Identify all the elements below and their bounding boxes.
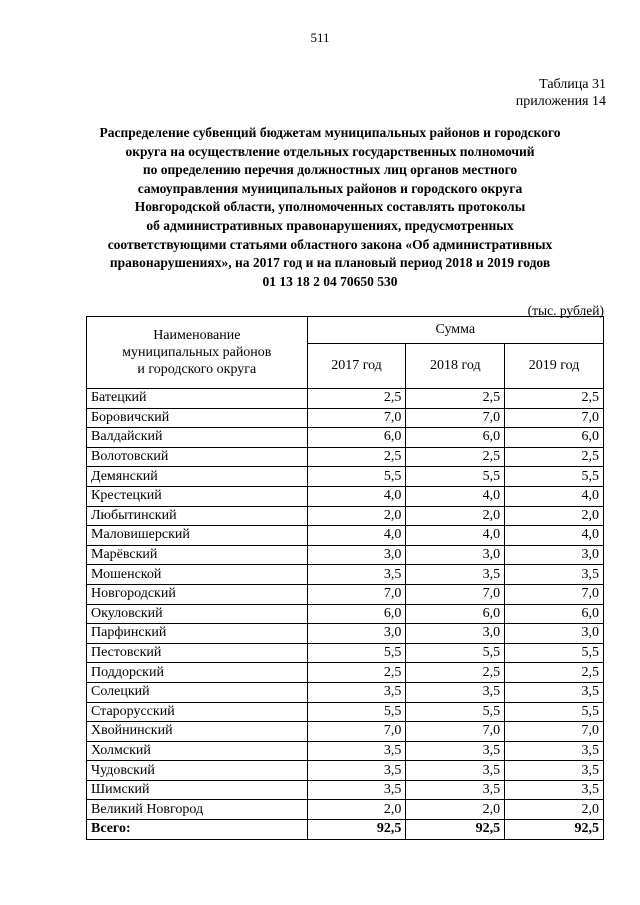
district-name: Старорусский — [87, 702, 308, 722]
value-cell: 7,0 — [406, 722, 505, 742]
value-cell: 5,5 — [307, 467, 406, 487]
table-total-row — [87, 820, 604, 840]
header-sum: Сумма — [307, 317, 603, 344]
value-cell: 7,0 — [307, 722, 406, 742]
value-cell: 7,0 — [406, 584, 505, 604]
district-name: Холмский — [87, 741, 308, 761]
district-name: Волотовский — [87, 447, 308, 467]
value-cell: 2,0 — [406, 800, 505, 820]
value-cell: 3,5 — [406, 780, 505, 800]
value-cell: 6,0 — [505, 604, 604, 624]
table-row — [87, 604, 604, 624]
value-cell: 4,0 — [406, 526, 505, 546]
value-cell: 7,0 — [307, 408, 406, 428]
value-cell: 3,5 — [505, 761, 604, 781]
value-cell: 7,0 — [406, 408, 505, 428]
district-name: Марёвский — [87, 545, 308, 565]
table-reference — [516, 76, 606, 110]
value-cell: 5,5 — [406, 643, 505, 663]
title-line: правонарушениях», на 2017 год и на плановый период 2018 и 2019 годов — [109, 255, 551, 271]
value-cell: 4,0 — [406, 486, 505, 506]
table-ref-line-1: Таблица 31 — [539, 77, 606, 92]
value-cell: 5,5 — [406, 467, 505, 487]
value-cell: 4,0 — [307, 526, 406, 546]
header-year: 2017 год — [307, 344, 406, 389]
document-title — [60, 124, 600, 291]
header-name-line: и городского округа — [137, 362, 257, 377]
value-cell: 3,5 — [505, 682, 604, 702]
value-cell: 2,5 — [307, 447, 406, 467]
table-row — [87, 565, 604, 585]
value-cell: 5,5 — [406, 702, 505, 722]
value-cell: 3,5 — [307, 565, 406, 585]
district-name: Поддорский — [87, 663, 308, 683]
district-name: Валдайский — [87, 428, 308, 448]
value-cell: 6,0 — [505, 428, 604, 448]
value-cell: 2,5 — [505, 663, 604, 683]
table-ref-line-2: приложения 14 — [515, 94, 606, 109]
district-name: Любытинский — [87, 506, 308, 526]
value-cell: 6,0 — [406, 604, 505, 624]
unit-label: (тыс. рублей) — [527, 303, 604, 318]
district-name: Новгородский — [87, 584, 308, 604]
district-name: Мошенской — [87, 565, 308, 585]
value-cell: 3,5 — [505, 565, 604, 585]
district-name: Батецкий — [87, 389, 308, 409]
value-cell: 2,0 — [505, 800, 604, 820]
value-cell: 3,0 — [307, 624, 406, 644]
value-cell: 2,0 — [406, 506, 505, 526]
value-cell: 4,0 — [505, 486, 604, 506]
page-number: 511 — [310, 30, 330, 45]
district-name: Шимский — [87, 780, 308, 800]
district-name: Хвойнинский — [87, 722, 308, 742]
table-row — [87, 447, 604, 467]
district-name: Крестецкий — [87, 486, 308, 506]
header-name — [87, 317, 308, 389]
district-name: Великий Новгород — [87, 800, 308, 820]
table-row — [87, 722, 604, 742]
district-name: Чудовский — [87, 761, 308, 781]
table-row — [87, 643, 604, 663]
table-row — [87, 702, 604, 722]
value-cell: 2,5 — [406, 447, 505, 467]
value-cell: 92,5 — [505, 820, 604, 840]
title-line: самоуправления муниципальных районов и городского округа — [137, 180, 523, 196]
table-row — [87, 506, 604, 526]
title-line: Распределение субвенций бюджетам муниципальных районов и городского — [99, 125, 561, 140]
table-row — [87, 486, 604, 506]
table-body — [87, 389, 604, 840]
table-row — [87, 389, 604, 409]
value-cell: 3,0 — [505, 545, 604, 565]
table-row — [87, 624, 604, 644]
value-cell: 5,5 — [505, 643, 604, 663]
district-name: Пестовский — [87, 643, 308, 663]
table-row — [87, 526, 604, 546]
table-row — [87, 761, 604, 781]
value-cell: 2,5 — [406, 389, 505, 409]
value-cell: 5,5 — [307, 702, 406, 722]
value-cell: 6,0 — [307, 428, 406, 448]
header-year: 2018 год — [406, 344, 505, 389]
value-cell: 3,5 — [505, 780, 604, 800]
value-cell: 3,5 — [406, 565, 505, 585]
value-cell: 3,5 — [406, 682, 505, 702]
district-name: Парфинский — [87, 624, 308, 644]
value-cell: 4,0 — [307, 486, 406, 506]
value-cell: 2,5 — [307, 389, 406, 409]
title-line: округа на осуществление отдельных государственных полномочий — [125, 143, 535, 159]
district-name: Боровичский — [87, 408, 308, 428]
district-name: Окуловский — [87, 604, 308, 624]
value-cell: 7,0 — [505, 408, 604, 428]
table-row — [87, 780, 604, 800]
table-row — [87, 800, 604, 820]
total-label: Всего: — [87, 820, 308, 840]
value-cell: 6,0 — [307, 604, 406, 624]
table-row — [87, 408, 604, 428]
value-cell: 3,0 — [505, 624, 604, 644]
title-line: об административных правонарушениях, предусмотренных — [146, 217, 514, 233]
value-cell: 2,5 — [505, 447, 604, 467]
subsidy-table — [86, 316, 604, 840]
value-cell: 2,0 — [505, 506, 604, 526]
value-cell: 3,5 — [406, 741, 505, 761]
table-row — [87, 428, 604, 448]
table-row — [87, 467, 604, 487]
value-cell: 92,5 — [307, 820, 406, 840]
table-row — [87, 663, 604, 683]
value-cell: 92,5 — [406, 820, 505, 840]
value-cell: 3,0 — [406, 624, 505, 644]
header-name-line: муниципальных районов — [122, 345, 272, 360]
value-cell: 3,0 — [307, 545, 406, 565]
value-cell: 5,5 — [505, 467, 604, 487]
value-cell: 3,5 — [307, 761, 406, 781]
table-row — [87, 584, 604, 604]
value-cell: 3,5 — [307, 741, 406, 761]
value-cell: 2,0 — [307, 506, 406, 526]
table-row — [87, 545, 604, 565]
value-cell: 2,5 — [406, 663, 505, 683]
value-cell: 2,0 — [307, 800, 406, 820]
value-cell: 7,0 — [307, 584, 406, 604]
district-name: Демянский — [87, 467, 308, 487]
table-row — [87, 682, 604, 702]
value-cell: 7,0 — [505, 722, 604, 742]
value-cell: 2,5 — [307, 663, 406, 683]
value-cell: 5,5 — [307, 643, 406, 663]
value-cell: 3,5 — [406, 761, 505, 781]
district-name: Солецкий — [87, 682, 308, 702]
title-line: Новгородской области, уполномоченных составлять протоколы — [134, 199, 526, 215]
district-name: Маловишерский — [87, 526, 308, 546]
value-cell: 5,5 — [505, 702, 604, 722]
title-line: 01 13 18 2 04 70650 530 — [262, 273, 398, 289]
table-row — [87, 741, 604, 761]
title-line: соответствующими статьями областного закона «Об административных — [107, 236, 553, 252]
value-cell: 2,5 — [505, 389, 604, 409]
value-cell: 3,5 — [505, 741, 604, 761]
value-cell: 6,0 — [406, 428, 505, 448]
value-cell: 4,0 — [505, 526, 604, 546]
header-name-line: Наименование — [153, 328, 241, 343]
header-year: 2019 год — [505, 344, 604, 389]
value-cell: 7,0 — [505, 584, 604, 604]
value-cell: 3,5 — [307, 780, 406, 800]
value-cell: 3,0 — [406, 545, 505, 565]
value-cell: 3,5 — [307, 682, 406, 702]
title-line: по определению перечня должностных лиц органов местного — [142, 162, 518, 178]
